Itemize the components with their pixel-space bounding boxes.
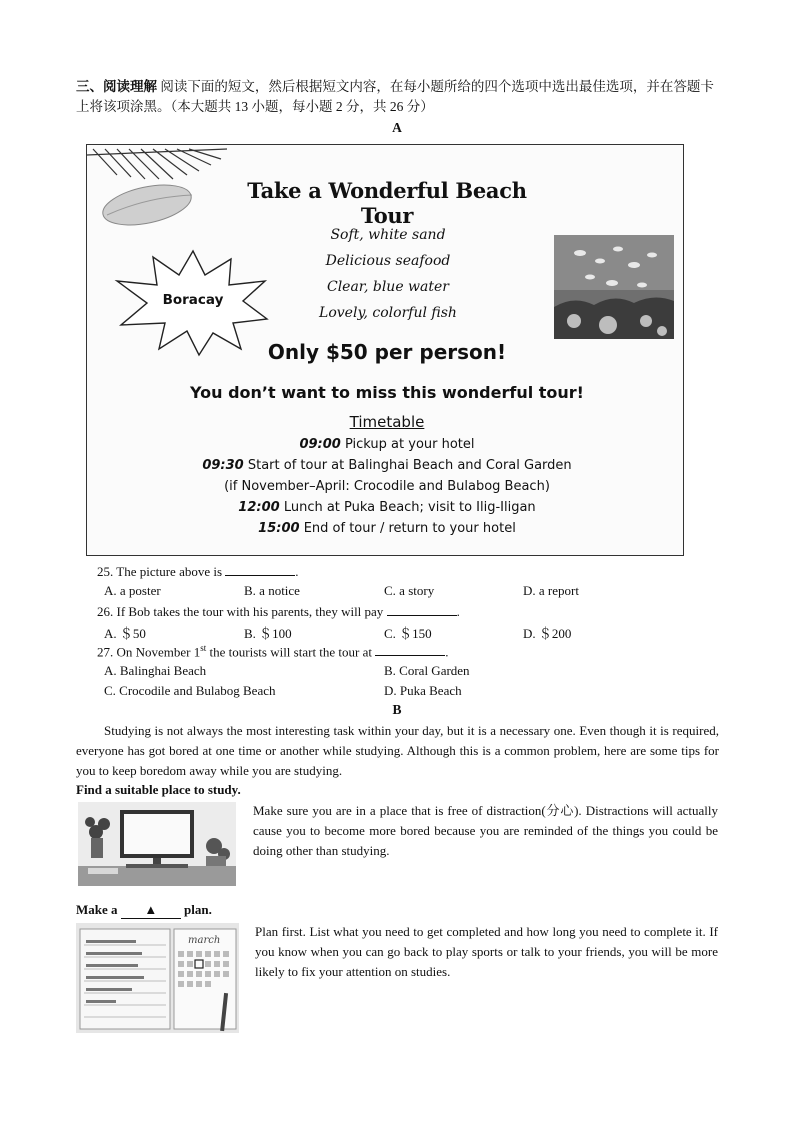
q25-option-d: D. a report xyxy=(523,583,579,598)
section-title: 三、阅读理解 xyxy=(76,79,157,95)
feature-sand: Soft, white sand xyxy=(330,227,446,243)
feature-seafood: Delicious seafood xyxy=(325,253,451,269)
section-instruction xyxy=(76,77,721,117)
instruction-text: 阅读下面的短文，然后根据短文内容，在每小题所给的四个选项中选出最佳选项，并在答题卡上将该项涂黑。（本大题共 13 小题，每小题 2 分，共 26 分） xyxy=(76,79,714,114)
q26-option-a: A. ＄50 xyxy=(104,626,146,641)
feature-fish: Lovely, colorful fish xyxy=(319,305,457,321)
q27-option-a: A. Balinghai Beach xyxy=(104,663,207,678)
q25-option-b: B. a notice xyxy=(244,583,300,598)
tip2-heading: Make a ▲ plan. xyxy=(76,902,212,917)
timetable-row: 12:00 Lunch at Puka Beach; visit to Ilig-Iligan xyxy=(238,500,536,515)
q26-option-c: C. ＄150 xyxy=(384,626,432,641)
calendar-month-label: march xyxy=(188,935,221,946)
q27-option-b: B. Coral Garden xyxy=(384,663,470,678)
poster-title: Take a Wonderful Beach Tour xyxy=(247,178,527,228)
section-b-label: B xyxy=(392,702,402,717)
q26-option-b: B. ＄100 xyxy=(244,626,292,641)
study-planner-image xyxy=(76,923,239,1033)
q26-option-d: D. ＄200 xyxy=(523,626,572,641)
passage-b-intro: Studying is not always the most interesting task within your day, but it is a necessary one. Even though it is required, everyone has got bored at one time or another while studying. Although this is a common problem, here are some tips for you to keep boredom away while you are studying. xyxy=(76,723,719,778)
question-25: 25. The picture above is . xyxy=(97,564,299,579)
question-26: 26. If Bob takes the tour with his parents, they will pay . xyxy=(97,604,460,619)
study-desk-image xyxy=(78,802,236,886)
timetable-row: 09:00 Pickup at your hotel xyxy=(299,437,475,452)
tip1-text: Make sure you are in a place that is free of distraction(分心). Distractions will actually cause you to become more bored because you are reminded of the things you could be doing other than studying. xyxy=(253,803,718,858)
beach-tour-poster xyxy=(86,144,684,556)
timetable-heading: Timetable xyxy=(349,413,425,431)
feature-water: Clear, blue water xyxy=(326,279,449,295)
tip1-heading: Find a suitable place to study. xyxy=(76,782,241,797)
answer-blank xyxy=(375,643,445,656)
answer-blank xyxy=(387,603,457,616)
q27-option-c: C. Crocodile and Bulabog Beach xyxy=(104,683,276,698)
tip2-text: Plan first. List what you need to get completed and how long you need to complete it. If you know when you can go back to play sports or talk to your friends, you will be more likely to fix your attention on studies. xyxy=(255,924,718,979)
answer-blank xyxy=(225,563,295,576)
timetable-row: 15:00 End of tour / return to your hotel xyxy=(258,521,516,536)
price-text: Only $50 per person! xyxy=(267,340,507,364)
starburst-label: Boracay xyxy=(162,292,224,308)
dont-miss-text: You don’t want to miss this wonderful tour! xyxy=(190,383,584,402)
q25-option-a: A. a poster xyxy=(104,583,161,598)
q25-option-c: C. a story xyxy=(384,583,435,598)
section-a-label: A xyxy=(392,120,402,135)
timetable-row: 09:30 Start of tour at Balinghai Beach and Coral Garden xyxy=(202,458,572,473)
blank-triangle: ▲ xyxy=(121,902,181,919)
q27-option-d: D. Puka Beach xyxy=(384,683,462,698)
palm-leaf-illustration xyxy=(87,145,237,235)
colorful-fish-photo xyxy=(554,235,674,339)
timetable-row: (if November–April: Crocodile and Bulabog Beach) xyxy=(224,479,550,494)
question-27: 27. On November 1st the tourists will start the tour at . xyxy=(97,643,449,660)
